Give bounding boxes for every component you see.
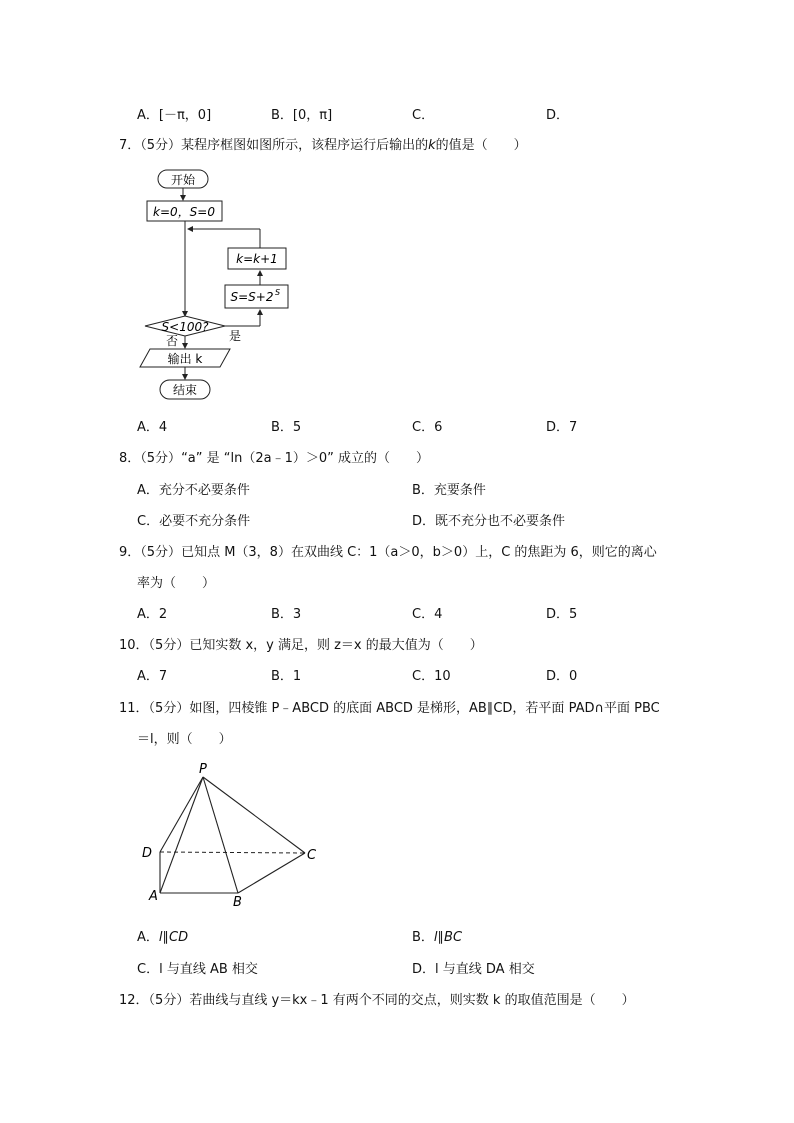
- option-letter: B．: [412, 930, 434, 945]
- flowchart-yes-label: 是: [229, 329, 242, 343]
- question-text: ＝l，则（ ）: [137, 732, 232, 747]
- question-score: （5分）: [140, 545, 182, 560]
- option-letter: D．: [412, 962, 436, 977]
- flowchart-condition-label: S<100?: [161, 320, 209, 334]
- option-letter: D．: [546, 420, 570, 435]
- option-text: 7: [569, 420, 578, 435]
- option-letter: A．: [137, 669, 159, 684]
- question-text: 某程序框图如图所示，该程序运行后输出的: [181, 138, 429, 153]
- q9-stem-line2: [137, 572, 215, 591]
- vertex-label-p: P: [199, 762, 207, 777]
- option-letter: C．: [412, 607, 435, 622]
- question-score: （5分）: [148, 638, 190, 653]
- option-text: 充分不必要条件: [158, 483, 250, 498]
- question-score: （5分）: [148, 701, 190, 716]
- q8-option-b: [412, 479, 486, 498]
- question-text: 率为（ ）: [137, 576, 216, 591]
- option-text: 0: [569, 669, 578, 684]
- q8-option-c: [137, 510, 250, 529]
- option-letter: C．: [137, 514, 160, 529]
- q8-option-a: [137, 479, 250, 498]
- option-letter: B．: [271, 607, 293, 622]
- q8-stem: [119, 447, 429, 466]
- question-number: 9．: [119, 545, 141, 560]
- q11-option-a: [137, 926, 188, 945]
- option-letter: D．: [412, 514, 436, 529]
- edge-bc: [238, 853, 305, 893]
- edge-pc: [203, 777, 305, 853]
- edge-pa: [160, 777, 203, 893]
- option-text: 5: [292, 420, 302, 435]
- option-text: [0，π]: [292, 108, 333, 123]
- question-text: 已知实数 x，y 满足，则 z＝x 的最大值为（ ）: [189, 638, 483, 653]
- option-text: 4: [434, 607, 443, 622]
- flowchart-update-s-label: S=S+2: [230, 290, 274, 304]
- question-var: k: [428, 138, 436, 153]
- q7-option-d: [546, 416, 577, 435]
- option-text: 7: [158, 669, 168, 684]
- question-number: 11．: [119, 701, 149, 716]
- option-letter: C．: [412, 420, 435, 435]
- option-letter: A．: [137, 108, 159, 123]
- option-text: 3: [292, 607, 302, 622]
- option-letter: A．: [137, 483, 159, 498]
- option-letter: C．: [412, 669, 435, 684]
- option-letter: B．: [271, 669, 293, 684]
- option-text: l 与直线 DA 相交: [435, 962, 535, 977]
- q11-option-d: [412, 958, 535, 977]
- flowchart-output-label: 输出 k: [167, 352, 203, 366]
- q8-option-d: [412, 510, 565, 529]
- q9-option-a: [137, 603, 167, 622]
- q7-option-b: [271, 416, 301, 435]
- q10-option-b: [271, 665, 301, 684]
- option-letter: A．: [137, 930, 159, 945]
- question-text-end: 的值是（ ）: [435, 138, 527, 153]
- vertex-label-c: C: [307, 848, 317, 863]
- q7-option-c: [412, 416, 442, 435]
- vertex-label-a: A: [149, 889, 158, 904]
- edge-pb: [203, 777, 238, 893]
- question-score: （5分）: [140, 138, 182, 153]
- flowchart-update-s-exponent: S: [275, 288, 281, 297]
- option-letter: B．: [412, 483, 434, 498]
- q9-option-c: [412, 603, 442, 622]
- option-letter: D．: [546, 607, 570, 622]
- option-letter: C．: [412, 108, 435, 123]
- option-text: 充要条件: [433, 483, 486, 498]
- q12-stem: [119, 989, 635, 1008]
- q9-stem: [119, 541, 657, 560]
- option-text: 必要不充分条件: [159, 514, 251, 529]
- q10-option-a: [137, 665, 167, 684]
- flowchart: [130, 165, 310, 405]
- flowchart-end-label: 结束: [172, 383, 198, 397]
- question-score: （5分）: [148, 993, 190, 1008]
- q6-option-c: [412, 104, 434, 123]
- option-text: 2: [158, 607, 168, 622]
- pyramid-figure: [130, 755, 330, 915]
- question-text: 已知点 M（3，8）在双曲线 C：1（a＞0，b＞0）上，C 的焦距为 6，则它的离心: [181, 545, 657, 560]
- q10-stem: [119, 634, 483, 653]
- option-letter: A．: [137, 607, 159, 622]
- q11-stem-line2: [137, 728, 232, 747]
- question-text: 若曲线与直线 y＝kx﹣1 有两个不同的交点，则实数 k 的取值范围是（ ）: [189, 993, 635, 1008]
- q11-option-c: [137, 958, 258, 977]
- option-text: l∥CD: [158, 930, 189, 945]
- q10-option-d: [546, 665, 577, 684]
- q11-stem: [119, 697, 660, 716]
- flowchart-update-k-label: k=k+1: [236, 252, 278, 266]
- option-text: 4: [158, 420, 168, 435]
- vertex-label-b: B: [233, 895, 242, 910]
- question-text: 如图，四棱锥 P﹣ABCD 的底面 ABCD 是梯形，AB∥CD，若平面 PAD∩平面 PBC: [189, 701, 660, 716]
- option-letter: A．: [137, 420, 159, 435]
- option-text: l∥BC: [433, 930, 463, 945]
- q9-option-b: [271, 603, 301, 622]
- question-number: 8．: [119, 451, 141, 466]
- option-letter: C．: [137, 962, 160, 977]
- option-letter: B．: [271, 420, 293, 435]
- option-letter: D．: [546, 669, 570, 684]
- q6-option-b: [271, 104, 332, 123]
- option-text: [－π，0]: [158, 108, 212, 123]
- option-text: 10: [434, 669, 451, 684]
- question-number: 12．: [119, 993, 149, 1008]
- q7-option-a: [137, 416, 167, 435]
- flowchart-init-label: k=0，S=0: [153, 205, 215, 219]
- question-number: 7．: [119, 138, 141, 153]
- flowchart-no-label: 否: [166, 334, 179, 348]
- option-text: l 与直线 AB 相交: [159, 962, 258, 977]
- question-score: （5分）: [140, 451, 182, 466]
- q6-option-a: [137, 104, 211, 123]
- option-text: 1: [292, 669, 302, 684]
- question-number: 10．: [119, 638, 149, 653]
- q10-option-c: [412, 665, 451, 684]
- option-text: 既不充分也不必要条件: [435, 514, 566, 529]
- option-letter: B．: [271, 108, 293, 123]
- q11-option-b: [412, 926, 462, 945]
- edge-dc-hidden: [160, 852, 305, 853]
- q6-option-d: [546, 104, 569, 123]
- flowchart-start-label: 开始: [170, 173, 196, 187]
- edge-pd: [160, 777, 203, 852]
- option-text: 6: [434, 420, 443, 435]
- q7-stem: [119, 134, 527, 153]
- q9-option-d: [546, 603, 577, 622]
- question-text: “a” 是 “ln（2a﹣1）＞0” 成立的（ ）: [181, 451, 429, 466]
- option-letter: D．: [546, 108, 570, 123]
- option-text: 5: [569, 607, 578, 622]
- vertex-label-d: D: [142, 846, 153, 861]
